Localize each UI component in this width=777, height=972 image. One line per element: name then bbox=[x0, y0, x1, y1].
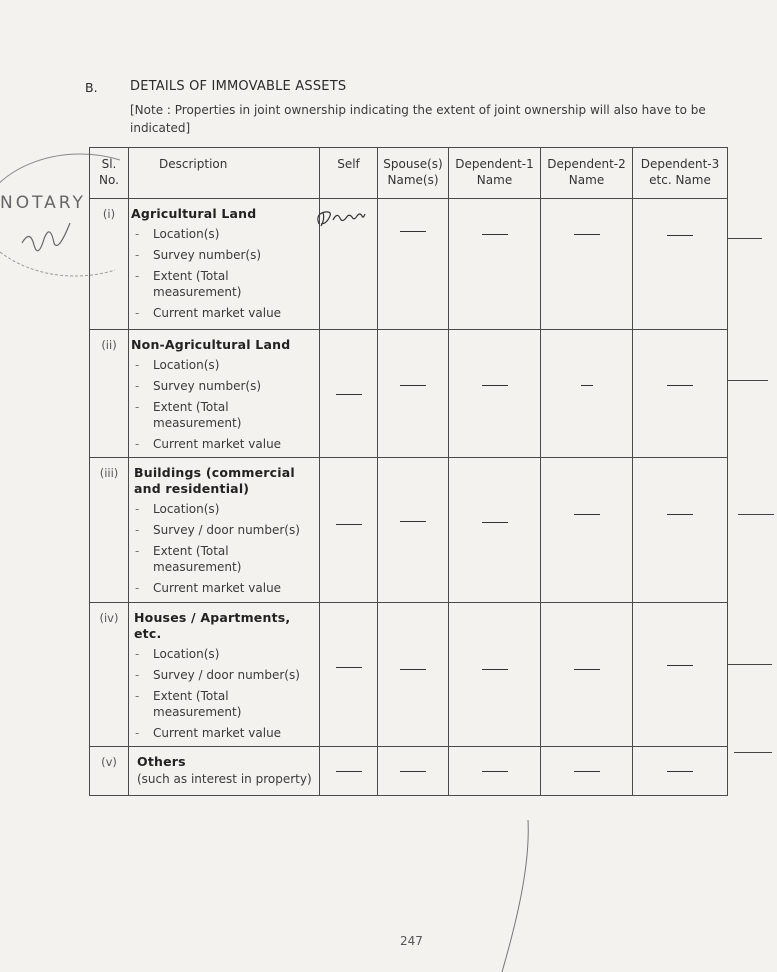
section-note: [Note : Properties in joint ownership indicating the extent of joint ownership will also have to be indicated] bbox=[130, 103, 706, 135]
list-item: - Survey number(s) bbox=[131, 247, 319, 263]
dependent-2-cell bbox=[541, 458, 633, 603]
list-item: - Location(s) bbox=[131, 226, 319, 242]
margin-dash bbox=[728, 380, 768, 381]
dependent-1-cell bbox=[449, 603, 541, 747]
spouse-cell bbox=[378, 603, 449, 747]
empty-dash bbox=[482, 234, 508, 235]
row-number: (v) bbox=[90, 747, 129, 796]
empty-dash bbox=[574, 514, 600, 515]
immovable-assets-table bbox=[89, 147, 728, 796]
list-item: - Extent (Total measurement) bbox=[131, 268, 319, 300]
empty-dash bbox=[667, 385, 693, 386]
empty-dash bbox=[581, 385, 593, 386]
self-cell bbox=[320, 330, 378, 458]
item-title: Agricultural Land bbox=[131, 206, 257, 221]
empty-dash bbox=[574, 771, 600, 772]
empty-dash bbox=[482, 385, 508, 386]
section-title: DETAILS OF IMMOVABLE ASSETS bbox=[130, 79, 347, 94]
dependent-2-cell bbox=[541, 330, 633, 458]
section-letter: B. bbox=[85, 80, 98, 95]
row-description bbox=[129, 603, 320, 747]
row-number: (i) bbox=[90, 199, 129, 330]
notary-stamp-text: NOTARY bbox=[0, 193, 86, 213]
spouse-cell bbox=[378, 458, 449, 603]
spouse-cell bbox=[378, 330, 449, 458]
list-item: - Survey / door number(s) bbox=[131, 667, 319, 683]
dependent-3-cell bbox=[633, 458, 728, 603]
empty-dash bbox=[336, 667, 362, 668]
header-sno: Sl. No. bbox=[90, 148, 129, 199]
empty-dash bbox=[400, 231, 426, 232]
signature-mark bbox=[313, 206, 371, 232]
margin-dash bbox=[728, 664, 772, 665]
table-row bbox=[90, 747, 728, 796]
empty-dash bbox=[336, 524, 362, 525]
margin-dash bbox=[734, 752, 772, 753]
row-description bbox=[129, 330, 320, 458]
table-row bbox=[90, 603, 728, 747]
item-title: Houses / Apartments, etc. bbox=[134, 610, 291, 641]
empty-dash bbox=[667, 235, 693, 236]
dependent-3-cell bbox=[633, 199, 728, 330]
row-description bbox=[129, 199, 320, 330]
list-item: - Location(s) bbox=[131, 646, 319, 662]
header-dependent-2: Dependent-2 Name bbox=[541, 148, 633, 199]
header-spouse: Spouse(s) Name(s) bbox=[378, 148, 449, 199]
item-title: Buildings (commercial and residential) bbox=[134, 465, 295, 496]
header-dependent-3: Dependent-3 etc. Name bbox=[633, 148, 728, 199]
dependent-2-cell bbox=[541, 747, 633, 796]
dependent-2-cell bbox=[541, 603, 633, 747]
table-row bbox=[90, 458, 728, 603]
self-cell bbox=[320, 458, 378, 603]
table-row bbox=[90, 199, 728, 330]
header-row bbox=[90, 148, 728, 199]
row-number: (ii) bbox=[90, 330, 129, 458]
empty-dash bbox=[667, 514, 693, 515]
empty-dash bbox=[574, 669, 600, 670]
empty-dash bbox=[400, 669, 426, 670]
dependent-1-cell bbox=[449, 199, 541, 330]
empty-dash bbox=[482, 669, 508, 670]
header-dependent-1: Dependent-1 Name bbox=[449, 148, 541, 199]
list-item: - Current market value bbox=[131, 436, 319, 452]
empty-dash bbox=[336, 394, 362, 395]
empty-dash bbox=[400, 771, 426, 772]
empty-dash bbox=[336, 771, 362, 772]
list-item: - Current market value bbox=[131, 305, 319, 321]
paper-crease bbox=[490, 820, 540, 972]
item-title: Others bbox=[137, 754, 186, 769]
item-subtitle: (such as interest in property) bbox=[137, 772, 312, 786]
dependent-3-cell bbox=[633, 603, 728, 747]
empty-dash bbox=[482, 771, 508, 772]
list-item: - Extent (Total measurement) bbox=[131, 688, 319, 720]
self-cell bbox=[320, 747, 378, 796]
margin-dash bbox=[738, 514, 774, 515]
dependent-3-cell bbox=[633, 330, 728, 458]
margin-dash bbox=[728, 238, 762, 239]
row-number: (iv) bbox=[90, 603, 129, 747]
row-description bbox=[129, 458, 320, 603]
empty-dash bbox=[482, 522, 508, 523]
list-item: - Location(s) bbox=[131, 501, 319, 517]
header-self: Self bbox=[320, 148, 378, 199]
item-title: Non-Agricultural Land bbox=[131, 337, 291, 352]
empty-dash bbox=[400, 521, 426, 522]
empty-dash bbox=[400, 385, 426, 386]
table-row bbox=[90, 330, 728, 458]
dependent-2-cell bbox=[541, 199, 633, 330]
list-item: - Extent (Total measurement) bbox=[131, 543, 319, 575]
dependent-1-cell bbox=[449, 458, 541, 603]
list-item: - Current market value bbox=[131, 725, 319, 741]
list-item: - Survey number(s) bbox=[131, 378, 319, 394]
row-description bbox=[129, 747, 320, 796]
list-item: - Location(s) bbox=[131, 357, 319, 373]
empty-dash bbox=[667, 665, 693, 666]
empty-dash bbox=[574, 234, 600, 235]
dependent-1-cell bbox=[449, 330, 541, 458]
dependent-1-cell bbox=[449, 747, 541, 796]
list-item: - Extent (Total measurement) bbox=[131, 399, 319, 431]
header-description: Description bbox=[129, 148, 320, 199]
spouse-cell bbox=[378, 199, 449, 330]
self-cell bbox=[320, 603, 378, 747]
page-number: 247 bbox=[400, 934, 423, 948]
list-item: - Survey / door number(s) bbox=[131, 522, 319, 538]
empty-dash bbox=[667, 771, 693, 772]
spouse-cell bbox=[378, 747, 449, 796]
dependent-3-cell bbox=[633, 747, 728, 796]
list-item: - Current market value bbox=[131, 580, 319, 596]
row-number: (iii) bbox=[90, 458, 129, 603]
